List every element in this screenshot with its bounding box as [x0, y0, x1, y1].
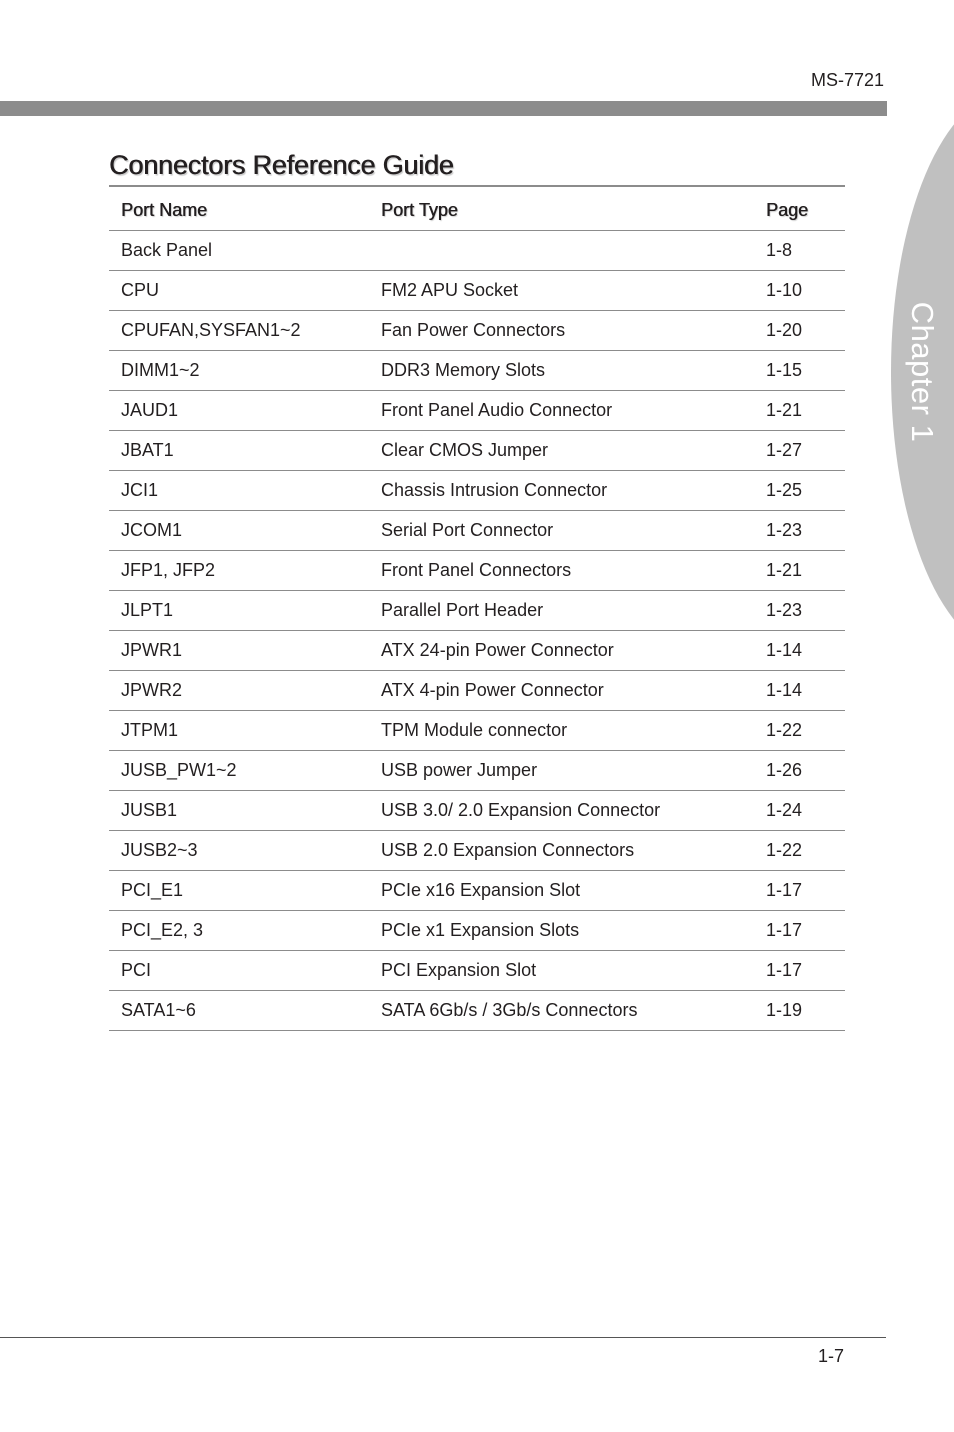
page-cell: 1-10: [756, 271, 845, 311]
port-name-cell: JTPM1: [109, 711, 369, 751]
port-name-cell: JPWR1: [109, 631, 369, 671]
model-number: MS-7721: [810, 70, 884, 90]
page-cell: 1-25: [756, 471, 845, 511]
table-row: [109, 351, 845, 391]
page-cell: 1-23: [756, 591, 845, 631]
table-row: [109, 751, 845, 791]
table-row: [109, 711, 845, 751]
port-type-cell: USB power Jumper: [369, 751, 756, 791]
chapter-label: Chapter 1: [905, 301, 940, 443]
table-row: [109, 631, 845, 671]
port-name-cell: JCI1: [109, 471, 369, 511]
port-type-cell: ATX 24-pin Power Connector: [369, 631, 756, 671]
port-name-cell: JUSB_PW1~2: [109, 751, 369, 791]
port-type-cell: SATA 6Gb/s / 3Gb/s Connectors: [369, 991, 756, 1031]
page-cell: 1-14: [756, 671, 845, 711]
port-name-cell: JBAT1: [109, 431, 369, 471]
port-name-cell: CPUFAN,SYSFAN1~2: [109, 311, 369, 351]
table-row: [109, 591, 845, 631]
table-row: [109, 831, 845, 871]
table-row: [109, 471, 845, 511]
table-row: [109, 871, 845, 911]
port-type-cell: Serial Port Connector: [369, 511, 756, 551]
port-type-cell: Front Panel Audio Connector: [369, 391, 756, 431]
port-name-cell: JUSB2~3: [109, 831, 369, 871]
table-row: [109, 791, 845, 831]
table-header-row: [109, 191, 845, 231]
column-header-page: Page: [756, 191, 845, 231]
page-cell: 1-21: [756, 391, 845, 431]
port-name-cell: PCI_E1: [109, 871, 369, 911]
connectors-table: [109, 191, 845, 1031]
table-row: [109, 311, 845, 351]
page-cell: 1-17: [756, 871, 845, 911]
page-cell: 1-27: [756, 431, 845, 471]
page-cell: 1-26: [756, 751, 845, 791]
table-row: [109, 391, 845, 431]
page-cell: 1-15: [756, 351, 845, 391]
page-title: Connectors Reference Guide: [109, 150, 454, 180]
page-cell: 1-8: [756, 231, 845, 271]
page-cell: 1-21: [756, 551, 845, 591]
page-cell: 1-14: [756, 631, 845, 671]
table-row: [109, 231, 845, 271]
table-row: [109, 431, 845, 471]
port-name-cell: Back Panel: [109, 231, 369, 271]
port-type-cell: TPM Module connector: [369, 711, 756, 751]
port-name-cell: DIMM1~2: [109, 351, 369, 391]
page-cell: 1-17: [756, 911, 845, 951]
port-type-cell: FM2 APU Socket: [369, 271, 756, 311]
page-cell: 1-22: [756, 711, 845, 751]
port-name-cell: JAUD1: [109, 391, 369, 431]
port-type-cell: [369, 231, 756, 271]
header-bar: [0, 101, 887, 116]
port-type-cell: Clear CMOS Jumper: [369, 431, 756, 471]
page-cell: 1-20: [756, 311, 845, 351]
page-cell: 1-17: [756, 951, 845, 991]
port-name-cell: JLPT1: [109, 591, 369, 631]
port-name-cell: JPWR2: [109, 671, 369, 711]
port-type-cell: PCIe x16 Expansion Slot: [369, 871, 756, 911]
column-header-port-name: Port Name: [109, 191, 369, 231]
table-row: [109, 991, 845, 1031]
port-type-cell: USB 2.0 Expansion Connectors: [369, 831, 756, 871]
port-type-cell: Fan Power Connectors: [369, 311, 756, 351]
port-type-cell: Front Panel Connectors: [369, 551, 756, 591]
page-cell: 1-22: [756, 831, 845, 871]
table-row: [109, 271, 845, 311]
port-type-cell: Parallel Port Header: [369, 591, 756, 631]
port-name-cell: PCI_E2, 3: [109, 911, 369, 951]
column-header-port-type: Port Type: [369, 191, 756, 231]
page-number: 1-7: [818, 1346, 845, 1366]
port-type-cell: PCI Expansion Slot: [369, 951, 756, 991]
page-cell: 1-24: [756, 791, 845, 831]
port-name-cell: JCOM1: [109, 511, 369, 551]
page-cell: 1-23: [756, 511, 845, 551]
table-row: [109, 551, 845, 591]
title-divider: [109, 185, 845, 187]
port-type-cell: USB 3.0/ 2.0 Expansion Connector: [369, 791, 756, 831]
table-row: [109, 951, 845, 991]
port-type-cell: DDR3 Memory Slots: [369, 351, 756, 391]
table-row: [109, 671, 845, 711]
port-name-cell: JUSB1: [109, 791, 369, 831]
port-name-cell: PCI: [109, 951, 369, 991]
page-cell: 1-19: [756, 991, 845, 1031]
footer-divider: [0, 1337, 886, 1338]
port-type-cell: PCIe x1 Expansion Slots: [369, 911, 756, 951]
port-name-cell: JFP1, JFP2: [109, 551, 369, 591]
port-type-cell: ATX 4-pin Power Connector: [369, 671, 756, 711]
port-type-cell: Chassis Intrusion Connector: [369, 471, 756, 511]
port-name-cell: CPU: [109, 271, 369, 311]
port-name-cell: SATA1~6: [109, 991, 369, 1031]
table-row: [109, 511, 845, 551]
table-row: [109, 911, 845, 951]
